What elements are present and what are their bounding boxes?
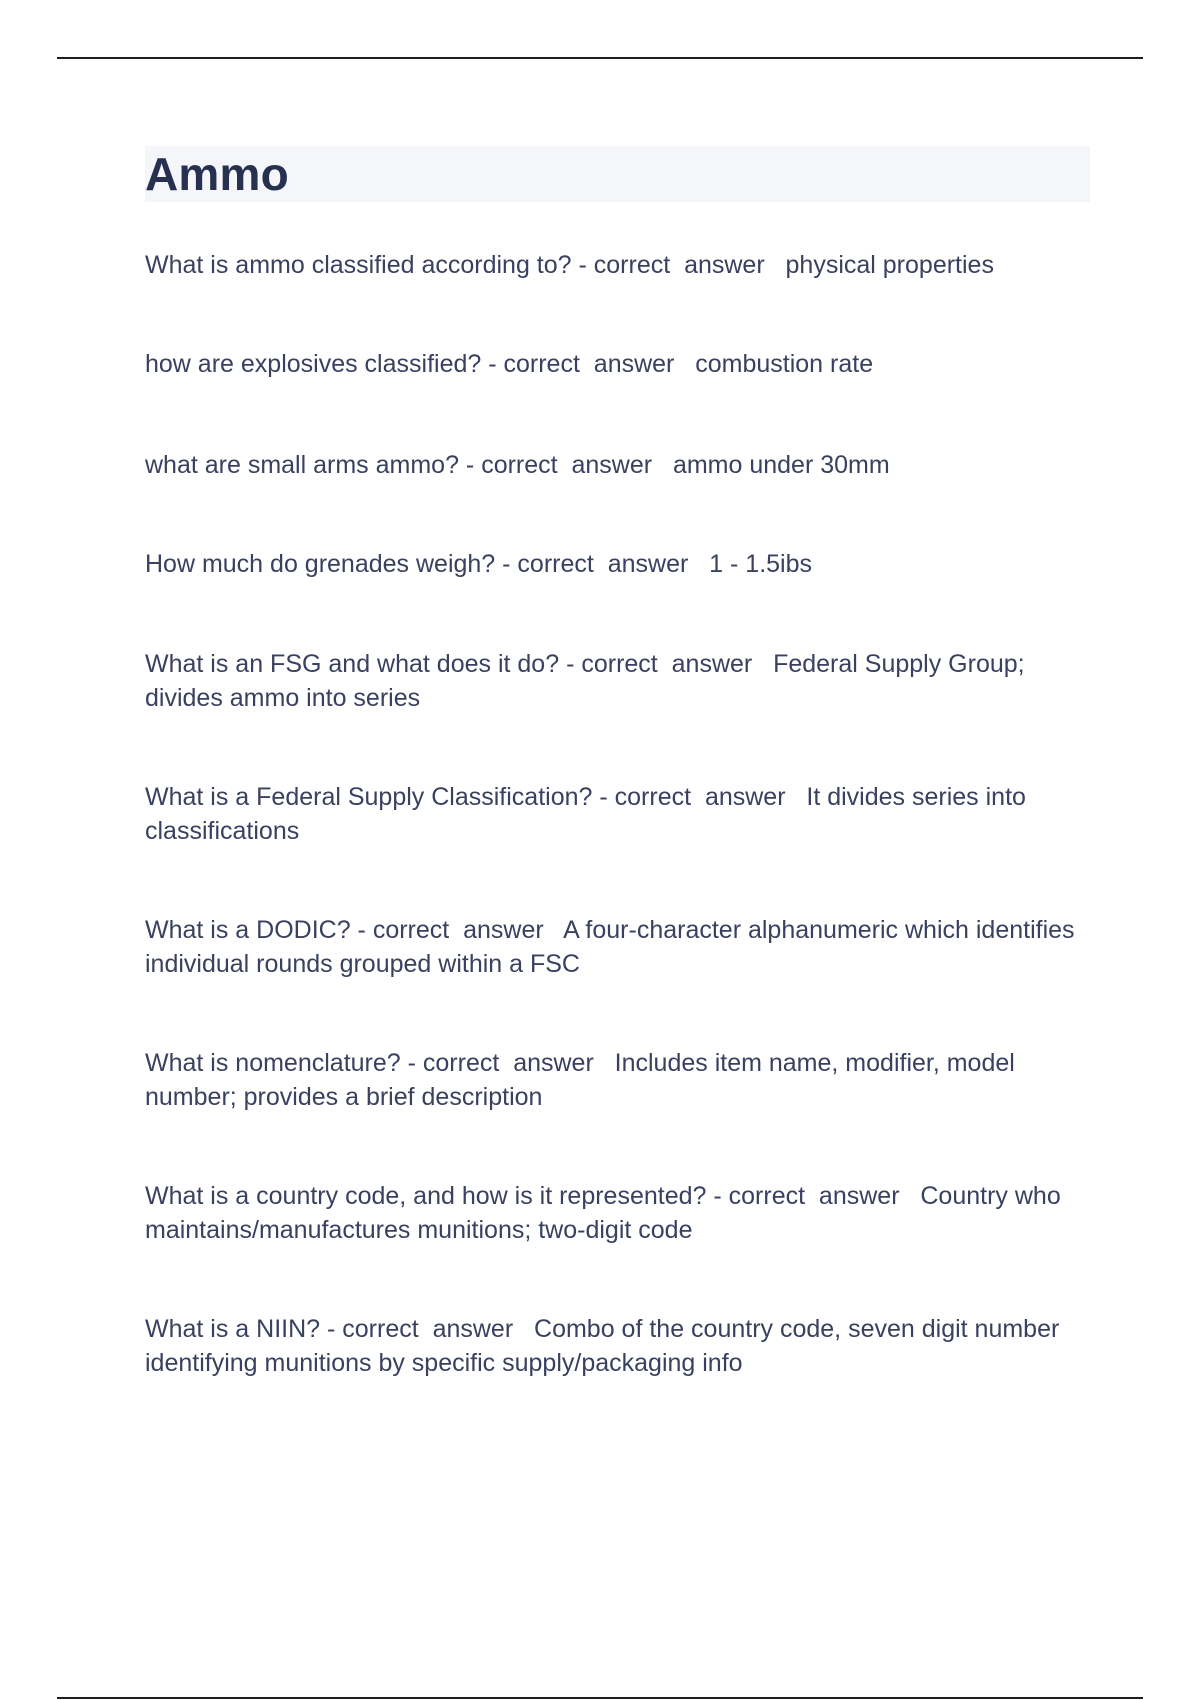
qa-item <box>145 1312 1090 1380</box>
bottom-divider <box>57 1697 1143 1699</box>
qa-question: What is a NIIN? <box>145 1315 321 1343</box>
qa-answer: Country who maintains/manufactures munitions; two-digit code <box>145 1182 1061 1244</box>
qa-question: What is ammo classified according to? <box>145 251 572 279</box>
qa-item <box>145 448 1090 482</box>
qa-item <box>145 647 1090 715</box>
qa-question: What is a Federal Supply Classification? <box>145 783 593 811</box>
qa-item <box>145 1046 1090 1114</box>
qa-answer: ammo under 30mm <box>672 451 890 479</box>
page-title: Ammo <box>145 148 289 200</box>
qa-answer: It divides series into classifications <box>145 783 1026 845</box>
qa-separator: - correct answer <box>559 650 774 678</box>
title-band <box>145 146 1090 202</box>
qa-answer: combustion rate <box>695 350 874 378</box>
qa-question: what are small arms ammo? <box>145 451 459 479</box>
qa-item <box>145 1179 1090 1247</box>
document-body <box>145 146 1090 1380</box>
qa-item <box>145 248 1090 282</box>
qa-separator: - correct answer <box>458 451 673 479</box>
qa-separator: - correct answer <box>400 1049 615 1077</box>
qa-separator: - correct answer <box>706 1182 921 1210</box>
qa-separator: - correct answer <box>481 350 696 378</box>
qa-item <box>145 780 1090 848</box>
qa-question: How much do grenades weigh? <box>145 550 496 578</box>
qa-question: What is an FSG and what does it do? <box>145 650 560 678</box>
qa-question: What is a country code, and how is it represented? <box>145 1182 707 1210</box>
qa-answer: 1 - 1.5ibs <box>709 550 813 578</box>
qa-item <box>145 913 1090 981</box>
qa-item <box>145 347 1090 381</box>
top-divider <box>57 57 1143 59</box>
qa-answer: A four-character alphanumeric which identifies individual rounds grouped within a FSC <box>145 916 1075 978</box>
qa-answer: physical properties <box>785 251 994 279</box>
qa-answer: Includes item name, modifier, model number; provides a brief description <box>145 1049 1015 1111</box>
qa-separator: - correct answer <box>592 783 807 811</box>
qa-separator: - correct answer <box>320 1315 535 1343</box>
qa-answer: Combo of the country code, seven digit number identifying munitions by specific supply/packaging info <box>145 1315 1060 1377</box>
qa-separator: - correct answer <box>495 550 710 578</box>
qa-separator: - correct answer <box>571 251 786 279</box>
qa-question: What is a DODIC? <box>145 916 351 944</box>
qa-question: how are explosives classified? <box>145 350 482 378</box>
qa-question: What is nomenclature? <box>145 1049 401 1077</box>
qa-separator: - correct answer <box>350 916 564 944</box>
qa-list <box>145 248 1090 1380</box>
qa-item <box>145 547 1090 581</box>
qa-answer: Federal Supply Group; divides ammo into series <box>145 650 1025 712</box>
